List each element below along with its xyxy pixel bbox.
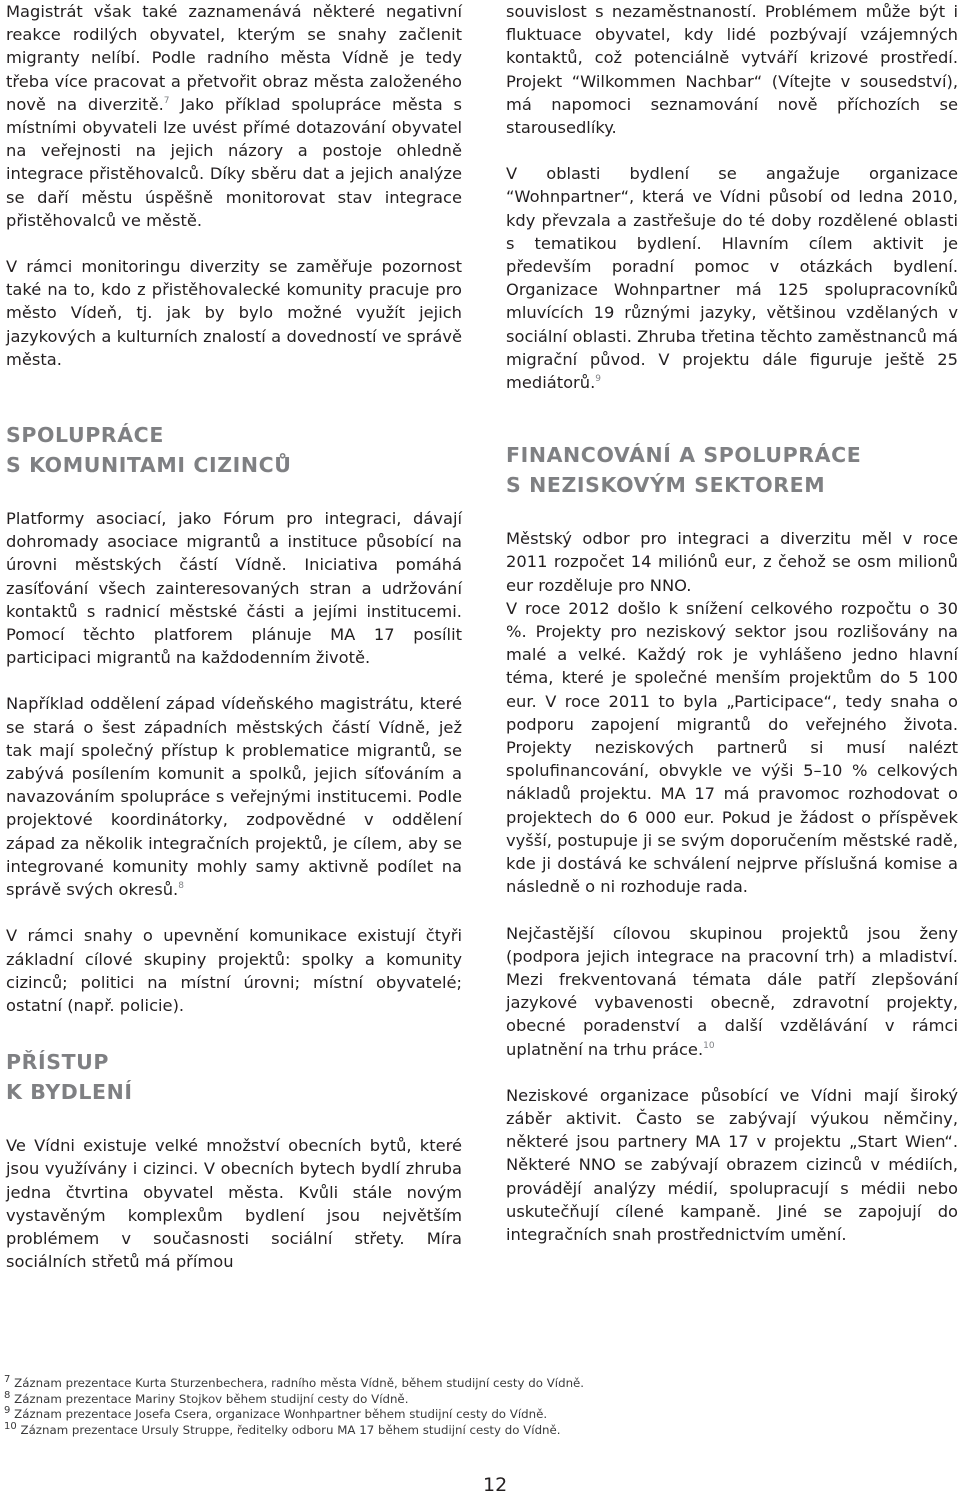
footnote-ref: 8 (178, 881, 184, 892)
paragraph: Nejčastější cílovou skupinou projektů jsou ženy (podpora jejich integrace na pracovní trh) a mladiství. Mezi frekventovaná témata dále patří zlepšování jazykové vybavenosti obecně, zdravotní projekty, obecné poradenství a další vzdělávání v rámci uplatnění na trhu práce.$^{10}$ (506, 923, 958, 1059)
paragraph: Magistrát však také zaznamenává některé negativní reakce rodilých obyvatel, kterým se snahy začlenit migranty nelíbí. Podle radního města Vídně je tedy třeba více pracovat a přetvořit obraz města založeného nově na diverzitě.$^7$ Jako příklad spolupráce města s místními obyvateli lze uvést přímé dotazování obyvatel na veřejnosti na jejich názory a postoje ohledně integrace přistěhovalců. Díky sběru dat a jejich analýze se daří městu úspěšně monitorovat stav integrace přistěhovalců ve městě. (6, 2, 463, 230)
paragraph: Platformy asociací, jako Fórum pro integraci, dávají dohromady asociace migrantů a instituce působící na úrovni městských částí Vídně. Iniciativa pomáhá zasíťování všech zainteresovaných stran a udržování kontaktů s radnicí městské části a jejími institucemi. Pomocí těchto platforem plánuje MA 17 posílit participaci migrantů na každodenním životě. (6, 509, 462, 668)
footnote: $^{10}$ Záznam prezentace Ursuly Struppe, ředitelky odboru MA 17 během studijní cesty do Vídně. (4, 1420, 561, 1437)
footnote-ref: 9 (595, 374, 601, 385)
paragraph: V rámci snahy o upevnění komunikace existují čtyři základní cílové skupiny projektů: spolky a komunity cizinců; politici na místní úrovni; místní obyvatelé; ostatní (např. policie). (6, 926, 462, 1015)
left-column (6, 0, 462, 1273)
paragraph: Například oddělení západ vídeňského magistrátu, které se stará o šest západních městských částí Vídně, jež tak mají společný přístup k problematice migrantů, se zabývá posílením komunit a spolků, jejich síťováním a navazováním spolupráce s veřejnými institucemi. Podle projektové koordinátorky, zodpovědné v oddělení západ za několik integračních projektů, je cílem, aby se integrované komunity mohly samy aktivně podílet na správě svých okresů.$^8$ (6, 694, 462, 900)
paragraph: Městský odbor pro integraci a diverzitu měl v roce 2011 rozpočet 14 miliónů eur, z čehož se osm milionů eur rozděluje pro NNO. (506, 529, 958, 595)
page-number: 12 (483, 1474, 508, 1496)
right-column (506, 0, 958, 1246)
footnote: $^8$ Záznam prezentace Mariny Stojkov během studijní cesty do Vídně. (4, 1389, 409, 1406)
footnote: $^7$ Záznam prezentace Kurta Sturzenbechera, radního města Vídně, během studijní cesty do Vídně. (4, 1374, 585, 1390)
footnote: $^9$ Záznam prezentace Josefa Csera, organizace Wonhpartner během studijní cesty do Vídně. (4, 1405, 548, 1421)
section-heading: PŘÍSTUP K BYDLENÍ (6, 1050, 133, 1105)
footnote-ref: 7 (163, 95, 170, 106)
paragraph: V rámci monitoringu diverzity se zaměřuje pozornost také na to, kdo z přistěhovalecké komunity pracuje pro město Vídeň, tj. jak by bylo možné využít jejich jazykových a kulturních znalostí a dovedností ve správě města. (6, 257, 462, 369)
section-heading: SPOLUPRÁCE S KOMUNITAMI CIZINCŮ (6, 423, 292, 478)
footnote-ref: 10 (703, 1040, 715, 1051)
paragraph: souvislost s nezaměstnaností. Problémem může být i fluktuace obyvatel, kdy lidé pozbývají vzájemných kontaktů, což potenciálně vytváří krizové prostředí. Projekt “Wilkommen Nachbar“ (Vítejte v sousedství), má napomoci seznamování nově příchozích se starousedlíky. (506, 2, 958, 138)
paragraph: V oblasti bydlení se angažuje organizace “Wohnpartner“, která ve Vídni působí od ledna 2010, kdy převzala a zastřešuje do té doby rozdělené oblasti s tematikou bydlení. Hlavním cílem aktivit je především poradní pomoc v otázkách bydlení. Organizace Wohnpartner má 125 spolupracovníků mluvících 19 různými jazyky, většinou vzdělaných v sociální oblasti. Zhruba třetina těchto zaměstnanců má migrační původ. V projektu dále figuruje ještě 25 mediátorů.$^9$ (506, 164, 958, 393)
section-heading: FINANCOVÁNÍ A SPOLUPRÁCE S NEZISKOVÝM SEKTOREM (506, 443, 862, 498)
footnotes (4, 1376, 904, 1438)
paragraph: V roce 2012 došlo k snížení celkového rozpočtu o 30 %. Projekty pro neziskový sektor jsou rozlišovány na malé a velké. Každý rok je vyhlášeno jedno hlavní téma, které je společné menším projektům do 5 100 eur. V roce 2011 to byla „Participace“, tedy snaha o podporu zapojení migrantů do veřejného života. Projekty neziskových partnerů si musí nalézt spolufinancování, obvykle ve výši 5–10 % celkových nákladů projektu. MA 17 má pravomoc rozhodovat o projektech do 6 000 eur. Pokud je žádost o příspěvek vyšší, postupuje ji se svým doporučením městské radě, kde ji dostává ke schválení nejprve příslušná komise a následně o ni rozhoduje rada. (506, 598, 958, 897)
paragraph: Ve Vídni existuje velké množství obecních bytů, které jsou využívány i cizinci. V obecních bytech bydlí zhruba jedna čtvrtina obyvatel města. Kvůli stále novým vystavěným komplexům bydlení jsou největším problémem v současnosti sociální střety. Míra sociálních střetů má přímou (6, 1136, 462, 1272)
paragraph: Neziskové organizace působící ve Vídni mají široký záběr aktivit. Často se zabývají výukou němčiny, některé jsou partnery MA 17 v projektu „Start Wien“. Některé NNO se zabývají obrazem cizinců v médiích, provádějí analýzy médií, spolupracují s médii nebo uskutečňují cílené kampaně. Jiné se zapojují do integračních snah prostřednictvím umění. (506, 1085, 958, 1244)
